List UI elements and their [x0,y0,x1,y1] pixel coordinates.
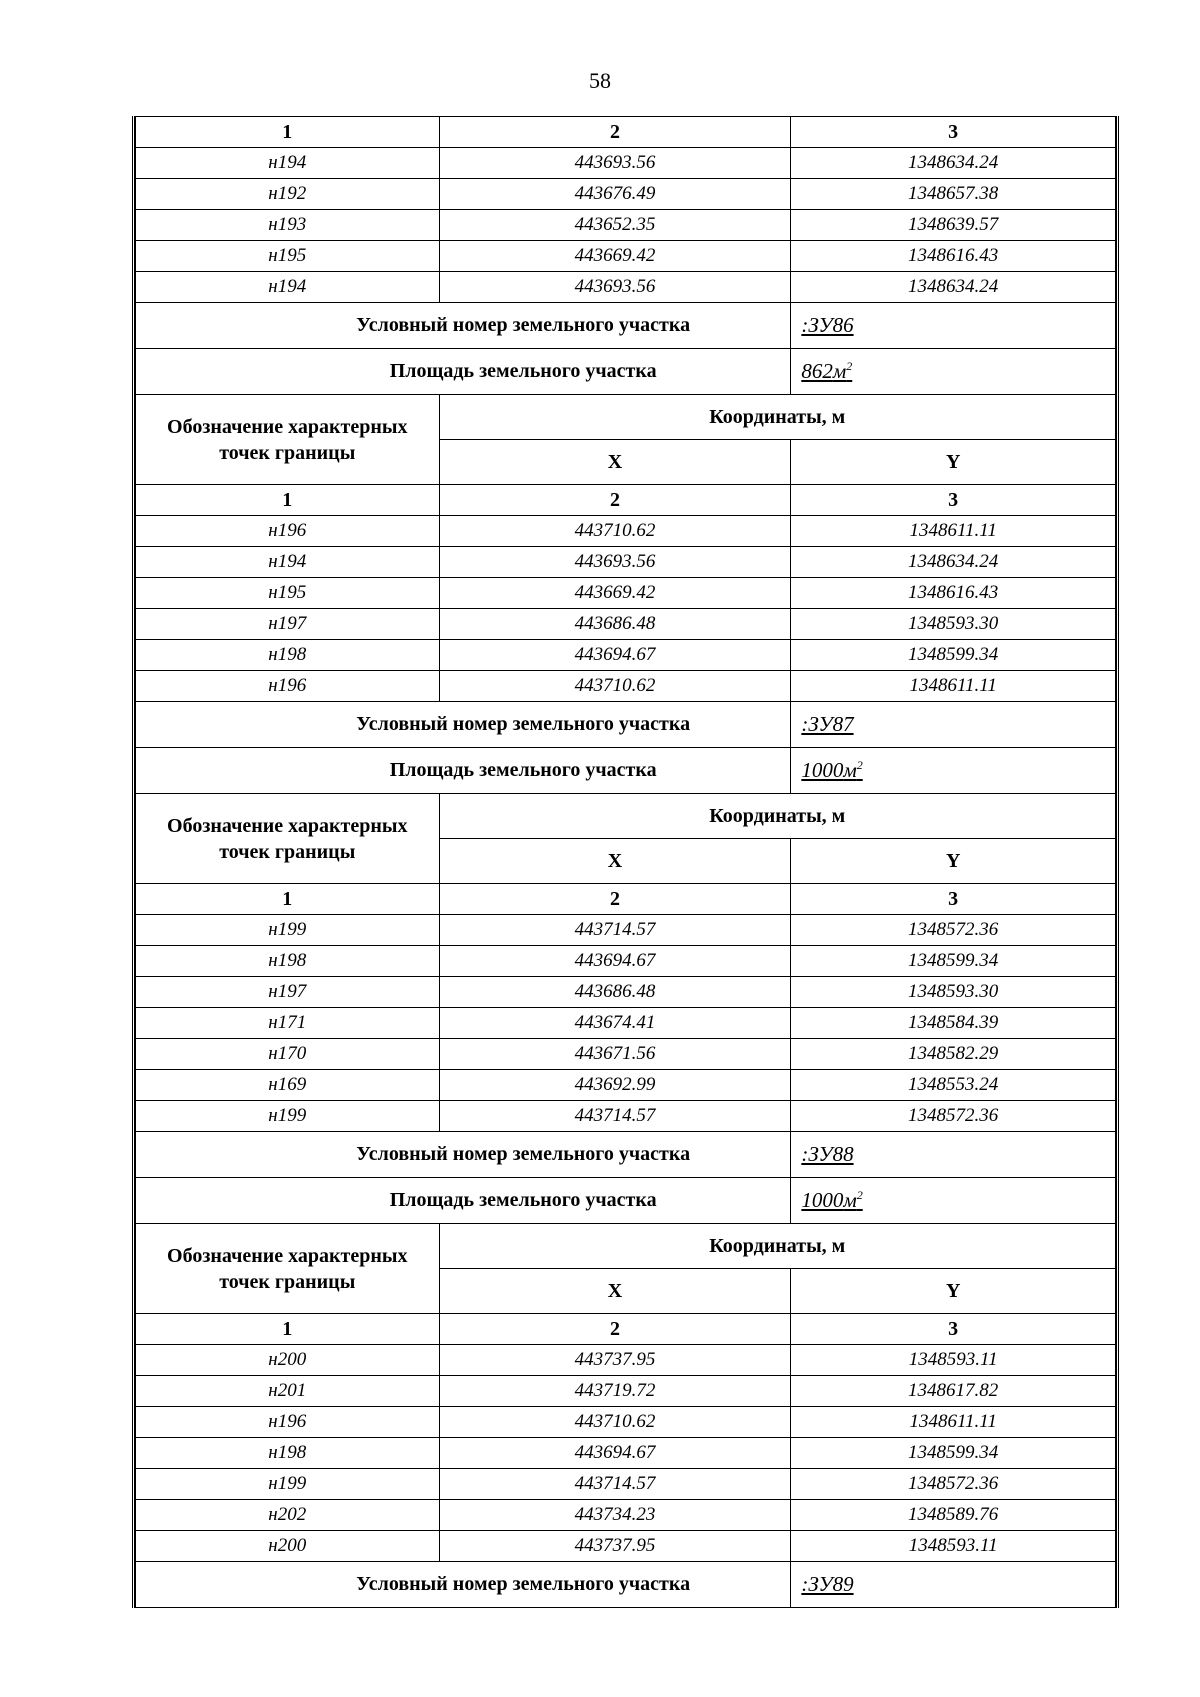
table-row [136,915,1116,946]
x-coordinate-cell: 443710.62 [439,671,791,702]
x-coordinate-cell: 443674.41 [439,1008,791,1039]
parcel-number-value [791,1562,1116,1608]
point-name-cell: н200 [136,1531,440,1562]
parcel-number-row [136,702,1116,748]
point-name-cell: н202 [136,1500,440,1531]
point-name-cell: н199 [136,1469,440,1500]
y-coordinate-cell: 1348599.34 [791,1438,1116,1469]
table-row [136,1376,1116,1407]
table-row [136,516,1116,547]
parcel-area-unit: м [843,758,857,782]
points-designation-header: Обозначение характерных точек границы [136,1224,440,1314]
parcel-area-text [801,758,862,782]
column-number-row [136,1314,1116,1345]
parcel-area-label: Площадь земельного участка [136,748,791,794]
point-name-cell: н192 [136,179,440,210]
table-row [136,1407,1116,1438]
point-name-cell: н194 [136,272,440,303]
y-coordinate-cell: 1348572.36 [791,1469,1116,1500]
y-header: Y [791,839,1116,884]
x-coordinate-cell: 443669.42 [439,241,791,272]
coordinates-table [135,116,1116,1608]
x-header: X [439,839,791,884]
table-row [136,148,1116,179]
table-row [136,977,1116,1008]
x-coordinate-cell: 443710.62 [439,516,791,547]
parcel-number-label: Условный номер земельного участка [136,303,791,349]
table-row [136,1469,1116,1500]
table-row [136,1070,1116,1101]
y-coordinate-cell: 1348599.34 [791,640,1116,671]
point-name-cell: н199 [136,1101,440,1132]
x-coordinate-cell: 443734.23 [439,1500,791,1531]
x-header: X [439,440,791,485]
y-coordinate-cell: 1348634.24 [791,148,1116,179]
column-number-cell: 3 [791,884,1116,915]
parcel-area-value [791,748,1116,794]
parcel-area-text [801,1188,862,1212]
x-coordinate-cell: 443714.57 [439,915,791,946]
parcel-number-row [136,303,1116,349]
coordinates-header: Координаты, м [439,395,1115,440]
parcel-number-label: Условный номер земельного участка [136,1562,791,1608]
coordinates-header: Координаты, м [439,794,1115,839]
y-coordinate-cell: 1348616.43 [791,578,1116,609]
table-row [136,1438,1116,1469]
y-coordinate-cell: 1348617.82 [791,1376,1116,1407]
y-coordinate-cell: 1348634.24 [791,547,1116,578]
table-row [136,1101,1116,1132]
point-name-cell: н198 [136,1438,440,1469]
x-coordinate-cell: 443693.56 [439,148,791,179]
page-number: 58 [589,68,611,93]
table-row [136,609,1116,640]
parcel-area-number: 1000 [801,758,844,782]
table-row [136,241,1116,272]
y-coordinate-cell: 1348611.11 [791,1407,1116,1438]
coordinates-header-row [136,794,1116,839]
point-name-cell: н195 [136,578,440,609]
column-number-row [136,117,1116,148]
x-coordinate-cell: 443676.49 [439,179,791,210]
y-coordinate-cell: 1348593.11 [791,1531,1116,1562]
point-name-cell: н198 [136,640,440,671]
parcel-area-row [136,349,1116,395]
column-number-cell: 3 [791,485,1116,516]
parcel-number-label: Условный номер земельного участка [136,1132,791,1178]
column-number-cell: 2 [439,485,791,516]
y-coordinate-cell: 1348616.43 [791,241,1116,272]
y-coordinate-cell: 1348634.24 [791,272,1116,303]
parcel-area-power: 2 [846,359,853,373]
column-number-cell: 1 [136,485,440,516]
point-name-cell: н196 [136,1407,440,1438]
point-name-cell: н199 [136,915,440,946]
parcel-area-unit: м [832,359,847,383]
point-name-cell: н169 [136,1070,440,1101]
parcel-area-row [136,1178,1116,1224]
parcel-area-value [791,1178,1116,1224]
table-row [136,1500,1116,1531]
points-designation-header: Обозначение характерных точек границы [136,794,440,884]
parcel-number-row [136,1562,1116,1608]
x-coordinate-cell: 443737.95 [439,1531,791,1562]
table-row [136,272,1116,303]
parcel-number-value [791,702,1116,748]
x-header: X [439,1269,791,1314]
y-coordinate-cell: 1348593.30 [791,977,1116,1008]
parcel-area-value [791,349,1116,395]
parcel-number-row [136,1132,1116,1178]
parcel-number-value [791,303,1116,349]
coordinates-header: Координаты, м [439,1224,1115,1269]
table-row [136,1531,1116,1562]
parcel-area-power: 2 [856,1188,863,1202]
column-number-row [136,485,1116,516]
x-coordinate-cell: 443714.57 [439,1469,791,1500]
x-coordinate-cell: 443652.35 [439,210,791,241]
table-row [136,547,1116,578]
x-coordinate-cell: 443710.62 [439,1407,791,1438]
column-number-cell: 1 [136,884,440,915]
parcel-area-text [801,359,852,383]
table-row [136,1345,1116,1376]
y-coordinate-cell: 1348611.11 [791,671,1116,702]
x-coordinate-cell: 443671.56 [439,1039,791,1070]
point-name-cell: н197 [136,977,440,1008]
column-number-cell: 3 [791,1314,1116,1345]
point-name-cell: н201 [136,1376,440,1407]
coordinates-header-row [136,395,1116,440]
column-number-cell: 2 [439,884,791,915]
parcel-area-number: 862 [801,359,833,383]
x-coordinate-cell: 443694.67 [439,946,791,977]
parcel-number-text: :ЗУ86 [801,313,854,337]
x-coordinate-cell: 443686.48 [439,977,791,1008]
y-coordinate-cell: 1348593.30 [791,609,1116,640]
table-row [136,640,1116,671]
parcel-number-text: :ЗУ87 [801,712,854,736]
parcel-area-unit: м [843,1188,857,1212]
column-number-cell: 1 [136,1314,440,1345]
parcel-area-row [136,748,1116,794]
parcel-number-text: :ЗУ88 [801,1142,854,1166]
y-coordinate-cell: 1348639.57 [791,210,1116,241]
x-coordinate-cell: 443694.67 [439,1438,791,1469]
point-name-cell: н196 [136,671,440,702]
table-row [136,671,1116,702]
point-name-cell: н196 [136,516,440,547]
point-name-cell: н195 [136,241,440,272]
y-coordinate-cell: 1348611.11 [791,516,1116,547]
x-coordinate-cell: 443686.48 [439,609,791,640]
x-coordinate-cell: 443694.67 [439,640,791,671]
coordinates-header-row [136,1224,1116,1269]
point-name-cell: н193 [136,210,440,241]
point-name-cell: н200 [136,1345,440,1376]
y-coordinate-cell: 1348553.24 [791,1070,1116,1101]
parcel-number-value [791,1132,1116,1178]
column-number-cell: 2 [439,1314,791,1345]
parcel-number-label: Условный номер земельного участка [136,702,791,748]
x-coordinate-cell: 443719.72 [439,1376,791,1407]
column-number-cell: 2 [439,117,791,148]
y-coordinate-cell: 1348582.29 [791,1039,1116,1070]
y-coordinate-cell: 1348584.39 [791,1008,1116,1039]
y-coordinate-cell: 1348599.34 [791,946,1116,977]
point-name-cell: н194 [136,547,440,578]
parcel-area-label: Площадь земельного участка [136,1178,791,1224]
parcel-area-number: 1000 [801,1188,844,1212]
x-coordinate-cell: 443737.95 [439,1345,791,1376]
column-number-cell: 3 [791,117,1116,148]
x-coordinate-cell: 443693.56 [439,547,791,578]
point-name-cell: н170 [136,1039,440,1070]
table-row [136,179,1116,210]
y-coordinate-cell: 1348593.11 [791,1345,1116,1376]
point-name-cell: н171 [136,1008,440,1039]
table-row [136,1039,1116,1070]
parcel-area-power: 2 [856,758,863,772]
y-coordinate-cell: 1348589.76 [791,1500,1116,1531]
document-frame [132,116,1119,1608]
y-header: Y [791,440,1116,485]
points-designation-header: Обозначение характерных точек границы [136,395,440,485]
parcel-area-label: Площадь земельного участка [136,349,791,395]
point-name-cell: н197 [136,609,440,640]
y-coordinate-cell: 1348572.36 [791,915,1116,946]
column-number-cell: 1 [136,117,440,148]
y-coordinate-cell: 1348657.38 [791,179,1116,210]
table-row [136,578,1116,609]
x-coordinate-cell: 443693.56 [439,272,791,303]
x-coordinate-cell: 443669.42 [439,578,791,609]
table-row [136,210,1116,241]
x-coordinate-cell: 443692.99 [439,1070,791,1101]
point-name-cell: н194 [136,148,440,179]
column-number-row [136,884,1116,915]
y-header: Y [791,1269,1116,1314]
y-coordinate-cell: 1348572.36 [791,1101,1116,1132]
table-row [136,946,1116,977]
table-row [136,1008,1116,1039]
point-name-cell: н198 [136,946,440,977]
parcel-number-text: :ЗУ89 [801,1572,854,1596]
x-coordinate-cell: 443714.57 [439,1101,791,1132]
